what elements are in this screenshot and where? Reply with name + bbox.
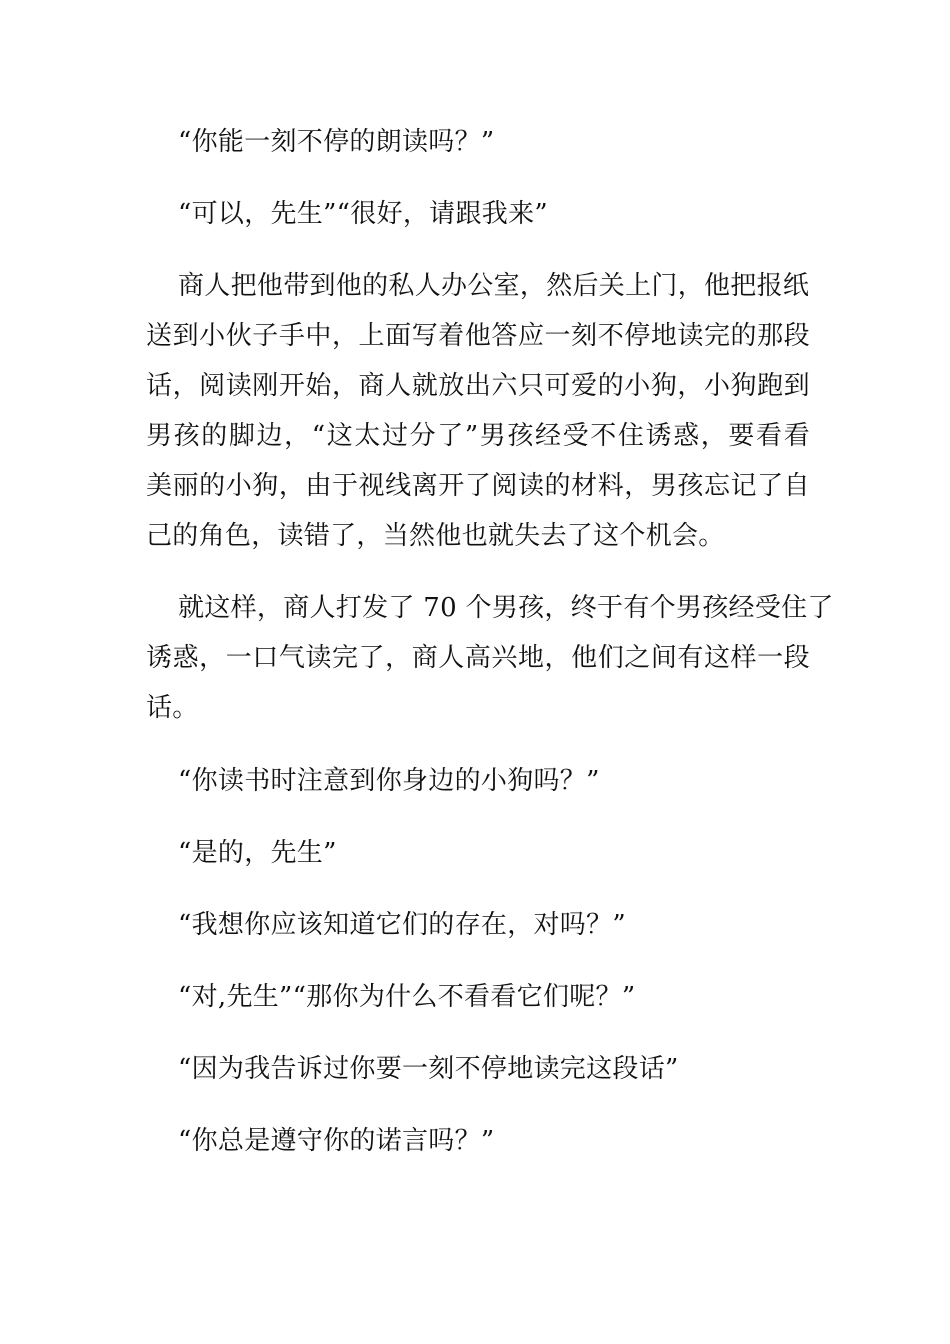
paragraph-line: 话，阅读刚开始，商人就放出六只可爱的小狗，小狗跑到 xyxy=(146,371,810,401)
dialogue-line: “可以，先生”“很好，请跟我来” xyxy=(178,199,548,229)
paragraph-line: 诱惑，一口气读完了，商人高兴地，他们之间有这样一段 xyxy=(146,643,810,673)
paragraph-line: 就这样，商人打发了 70 个男孩，终于有个男孩经受住了 xyxy=(178,593,834,623)
paragraph-line: 男孩的脚边，“这太过分了”男孩经受不住诱惑，要看看 xyxy=(146,421,810,451)
dialogue-line: “对,先生”“那你为什么不看看它们呢？” xyxy=(178,982,636,1012)
paragraph-line: 己的角色，读错了，当然他也就失去了这个机会。 xyxy=(146,521,725,551)
paragraph-line: 美丽的小狗，由于视线离开了阅读的材料，男孩忘记了自 xyxy=(146,471,810,501)
paragraph-line: 商人把他带到他的私人办公室，然后关上门，他把报纸 xyxy=(178,271,810,301)
dialogue-line: “你总是遵守你的诺言吗？” xyxy=(178,1126,495,1156)
dialogue-line: “因为我告诉过你要一刻不停地读完这段话” xyxy=(178,1054,679,1084)
dialogue-line: “你能一刻不停的朗读吗？” xyxy=(178,127,495,157)
dialogue-line: “你读书时注意到你身边的小狗吗？” xyxy=(178,766,600,796)
dialogue-line: “我想你应该知道它们的存在，对吗？” xyxy=(178,910,626,940)
paragraph-line: 话。 xyxy=(146,693,199,723)
paragraph-line: 送到小伙子手中，上面写着他答应一刻不停地读完的那段 xyxy=(146,321,810,351)
dialogue-line: “是的，先生” xyxy=(178,838,337,868)
